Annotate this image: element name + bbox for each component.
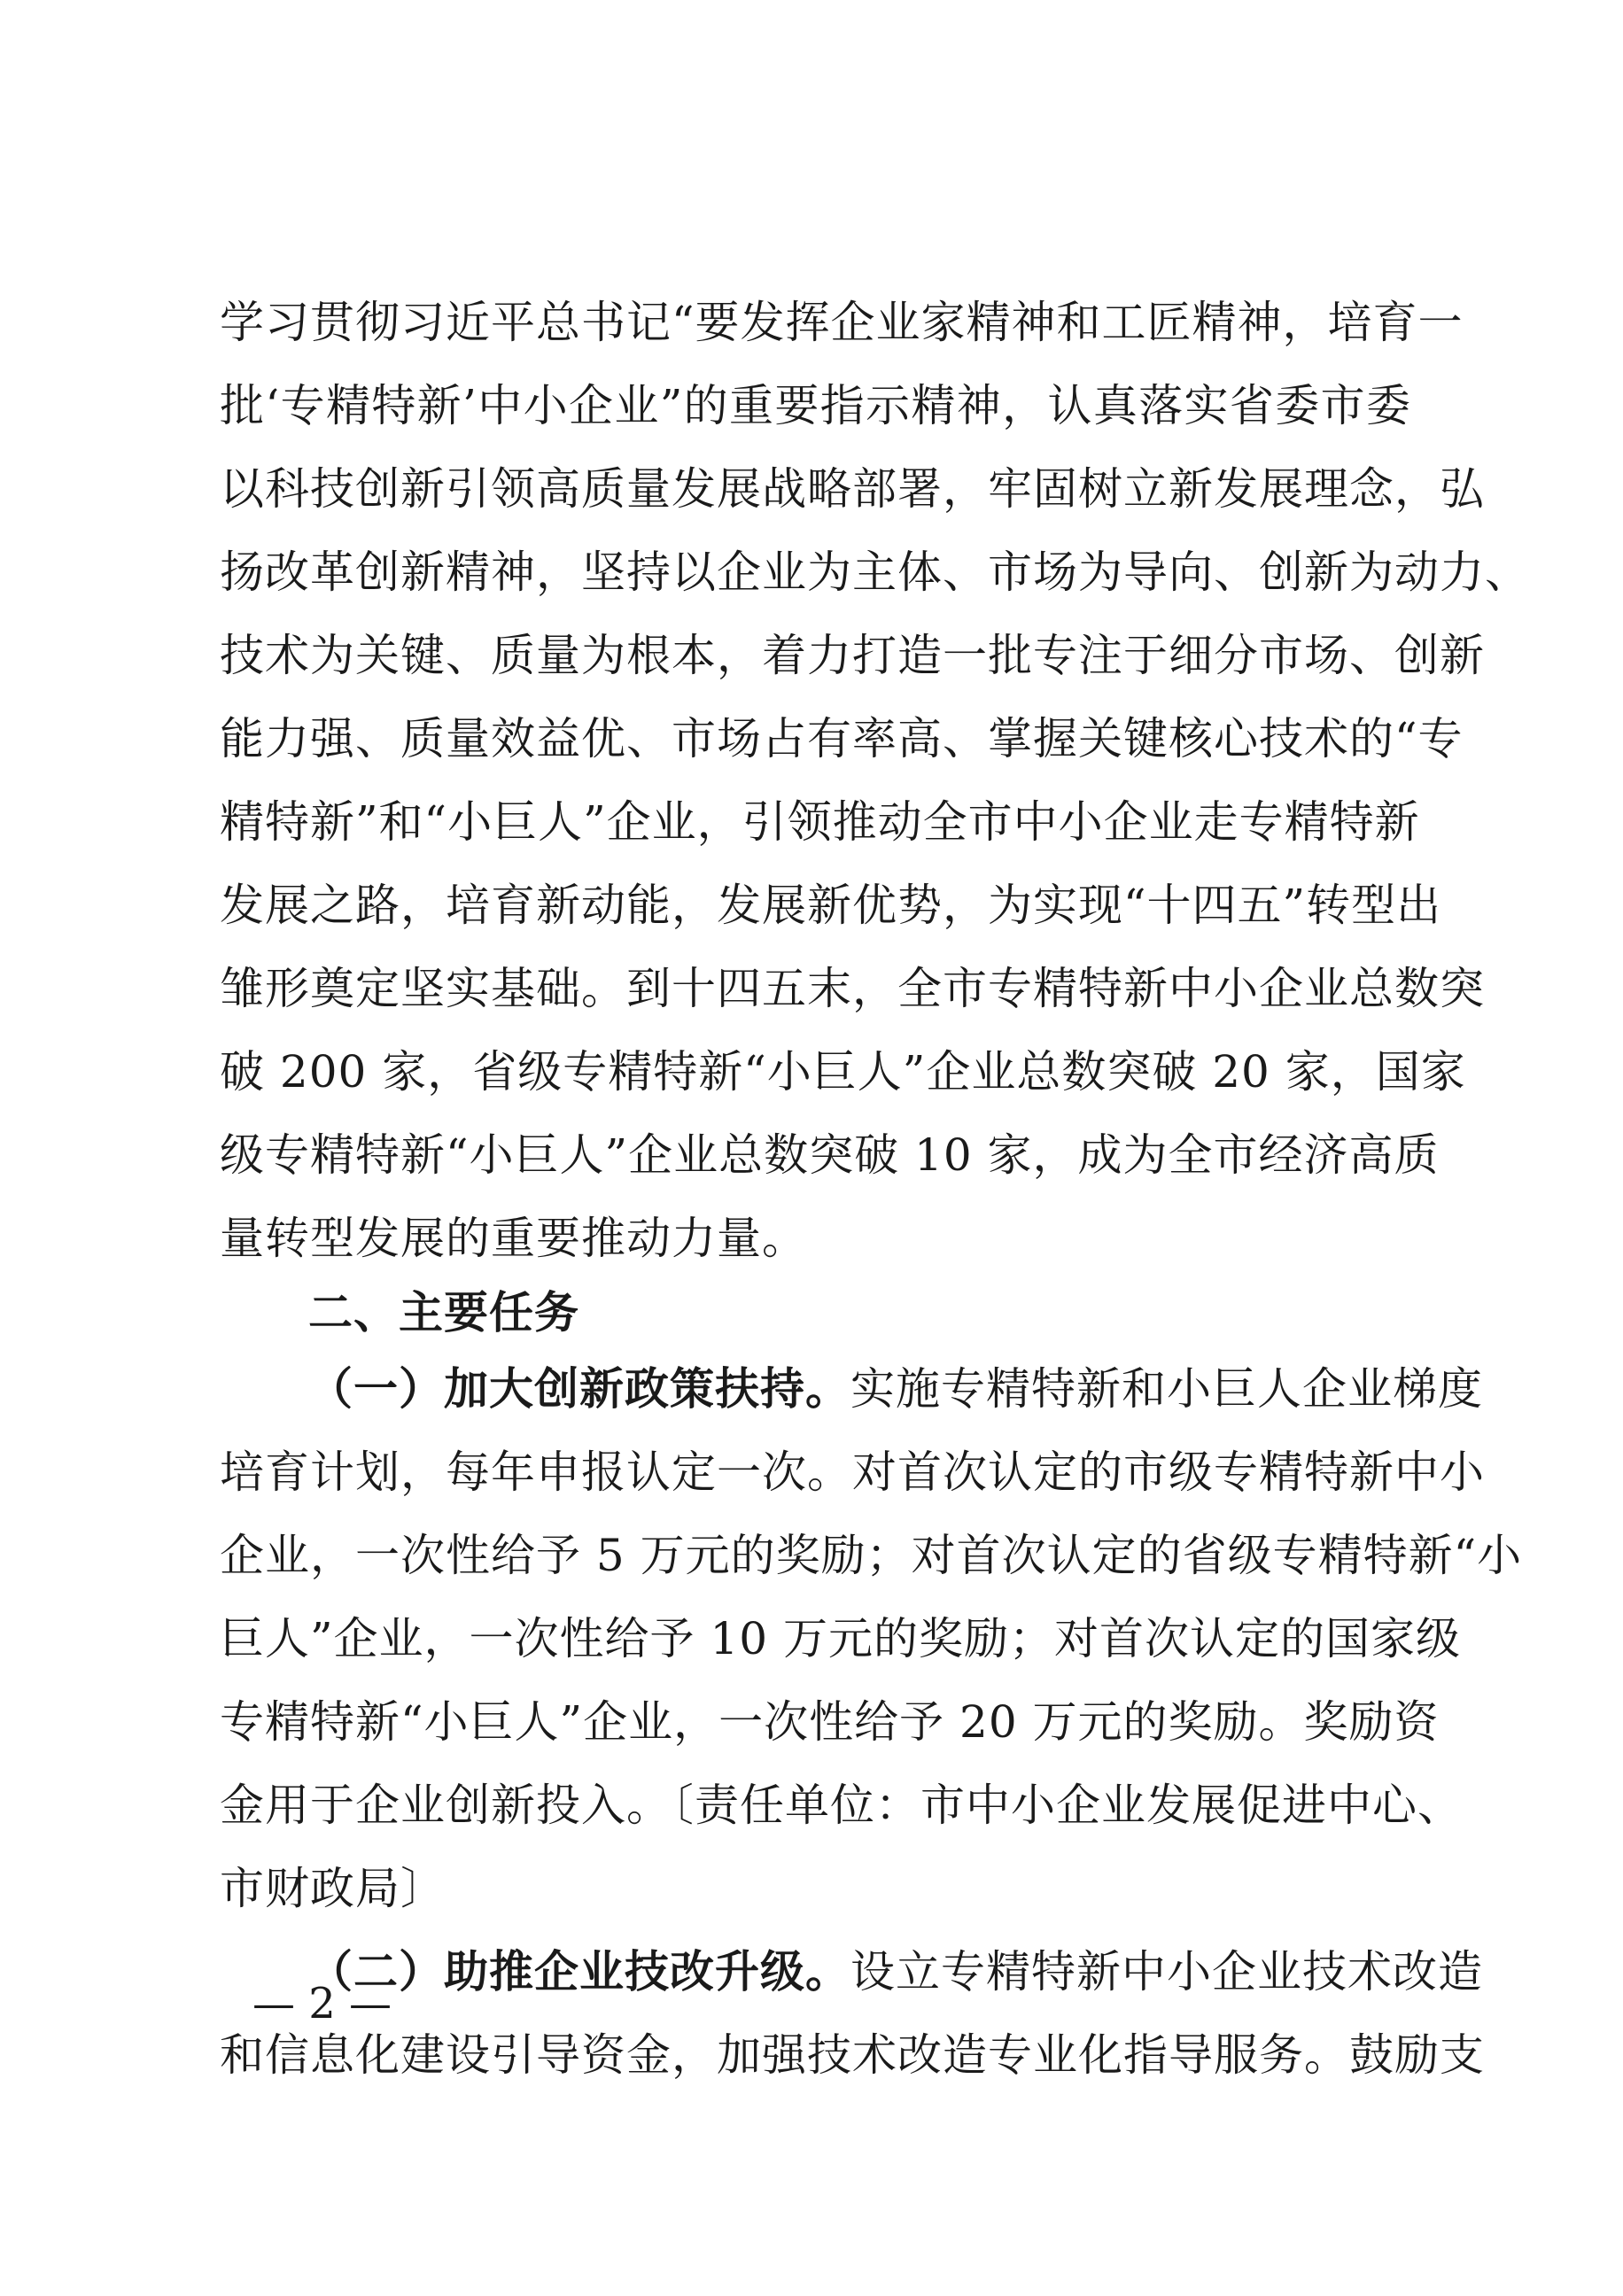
- body-line: 企业，一次性给予 5 万元的奖励；对首次认定的省级专精特新“小: [220, 1530, 1523, 1581]
- body-line: 级专精特新“小巨人”企业总数突破 10 家，成为全市经济高质: [220, 1129, 1440, 1181]
- body-line: 金用于企业创新投入。〔责任单位：市中小企业发展促进中心、: [220, 1780, 1463, 1831]
- body-line: 扬改革创新精神，坚持以企业为主体、市场为导向、创新为动力、: [220, 547, 1530, 598]
- page-number: — 2 —: [252, 1979, 392, 2028]
- section-heading: 二、主要任务: [308, 1287, 579, 1338]
- task-2-first-line: [308, 1935, 1483, 2009]
- task-1-title: （一）加大创新政策扶持。: [308, 1362, 850, 1415]
- body-line: 培育计划，每年申报认定一次。对首次认定的市级专精特新中小: [220, 1447, 1485, 1498]
- body-line: 市财政局〕: [220, 1863, 446, 1914]
- body-line: 精特新”和“小巨人”企业，引领推动全市中小企业走专精特新: [220, 796, 1420, 848]
- body-line: 量转型发展的重要推动力量。: [220, 1213, 807, 1264]
- task-2-text: 设立专精特新中小企业技术改造: [850, 1946, 1483, 1997]
- body-line: 批‘专精特新’中小企业”的重要指示精神，认真落实省委市委: [220, 380, 1411, 431]
- task-2-title: （二）助推企业技改升级。: [308, 1945, 850, 1997]
- task-1-first-line: [308, 1352, 1483, 1426]
- body-line: 和信息化建设引导资金，加强技术改造专业化指导服务。鼓励支: [220, 2029, 1485, 2081]
- body-line: 以科技创新引领高质量发展战略部署，牢固树立新发展理念，弘: [220, 463, 1485, 515]
- body-line: 能力强、质量效益优、市场占有率高、掌握关键核心技术的“专: [220, 713, 1464, 764]
- body-line: 学习贯彻习近平总书记“要发挥企业家精神和工匠精神，培育一: [220, 297, 1464, 348]
- body-line: 巨人”企业，一次性给予 10 万元的奖励；对首次认定的国家级: [220, 1613, 1461, 1664]
- body-line: 破 200 家，省级专精特新“小巨人”企业总数突破 20 家，国家: [220, 1046, 1466, 1098]
- body-line: 专精特新“小巨人”企业，一次性给予 20 万元的奖励。奖励资: [220, 1696, 1440, 1748]
- body-line: 发展之路，培育新动能，发展新优势，为实现“十四五”转型出: [220, 880, 1442, 931]
- body-line: 技术为关键、质量为根本，着力打造一批专注于细分市场、创新: [220, 630, 1485, 681]
- body-line: 雏形奠定坚实基础。到十四五末，全市专精特新中小企业总数突: [220, 963, 1485, 1014]
- task-1-text: 实施专精特新和小巨人企业梯度: [850, 1363, 1483, 1415]
